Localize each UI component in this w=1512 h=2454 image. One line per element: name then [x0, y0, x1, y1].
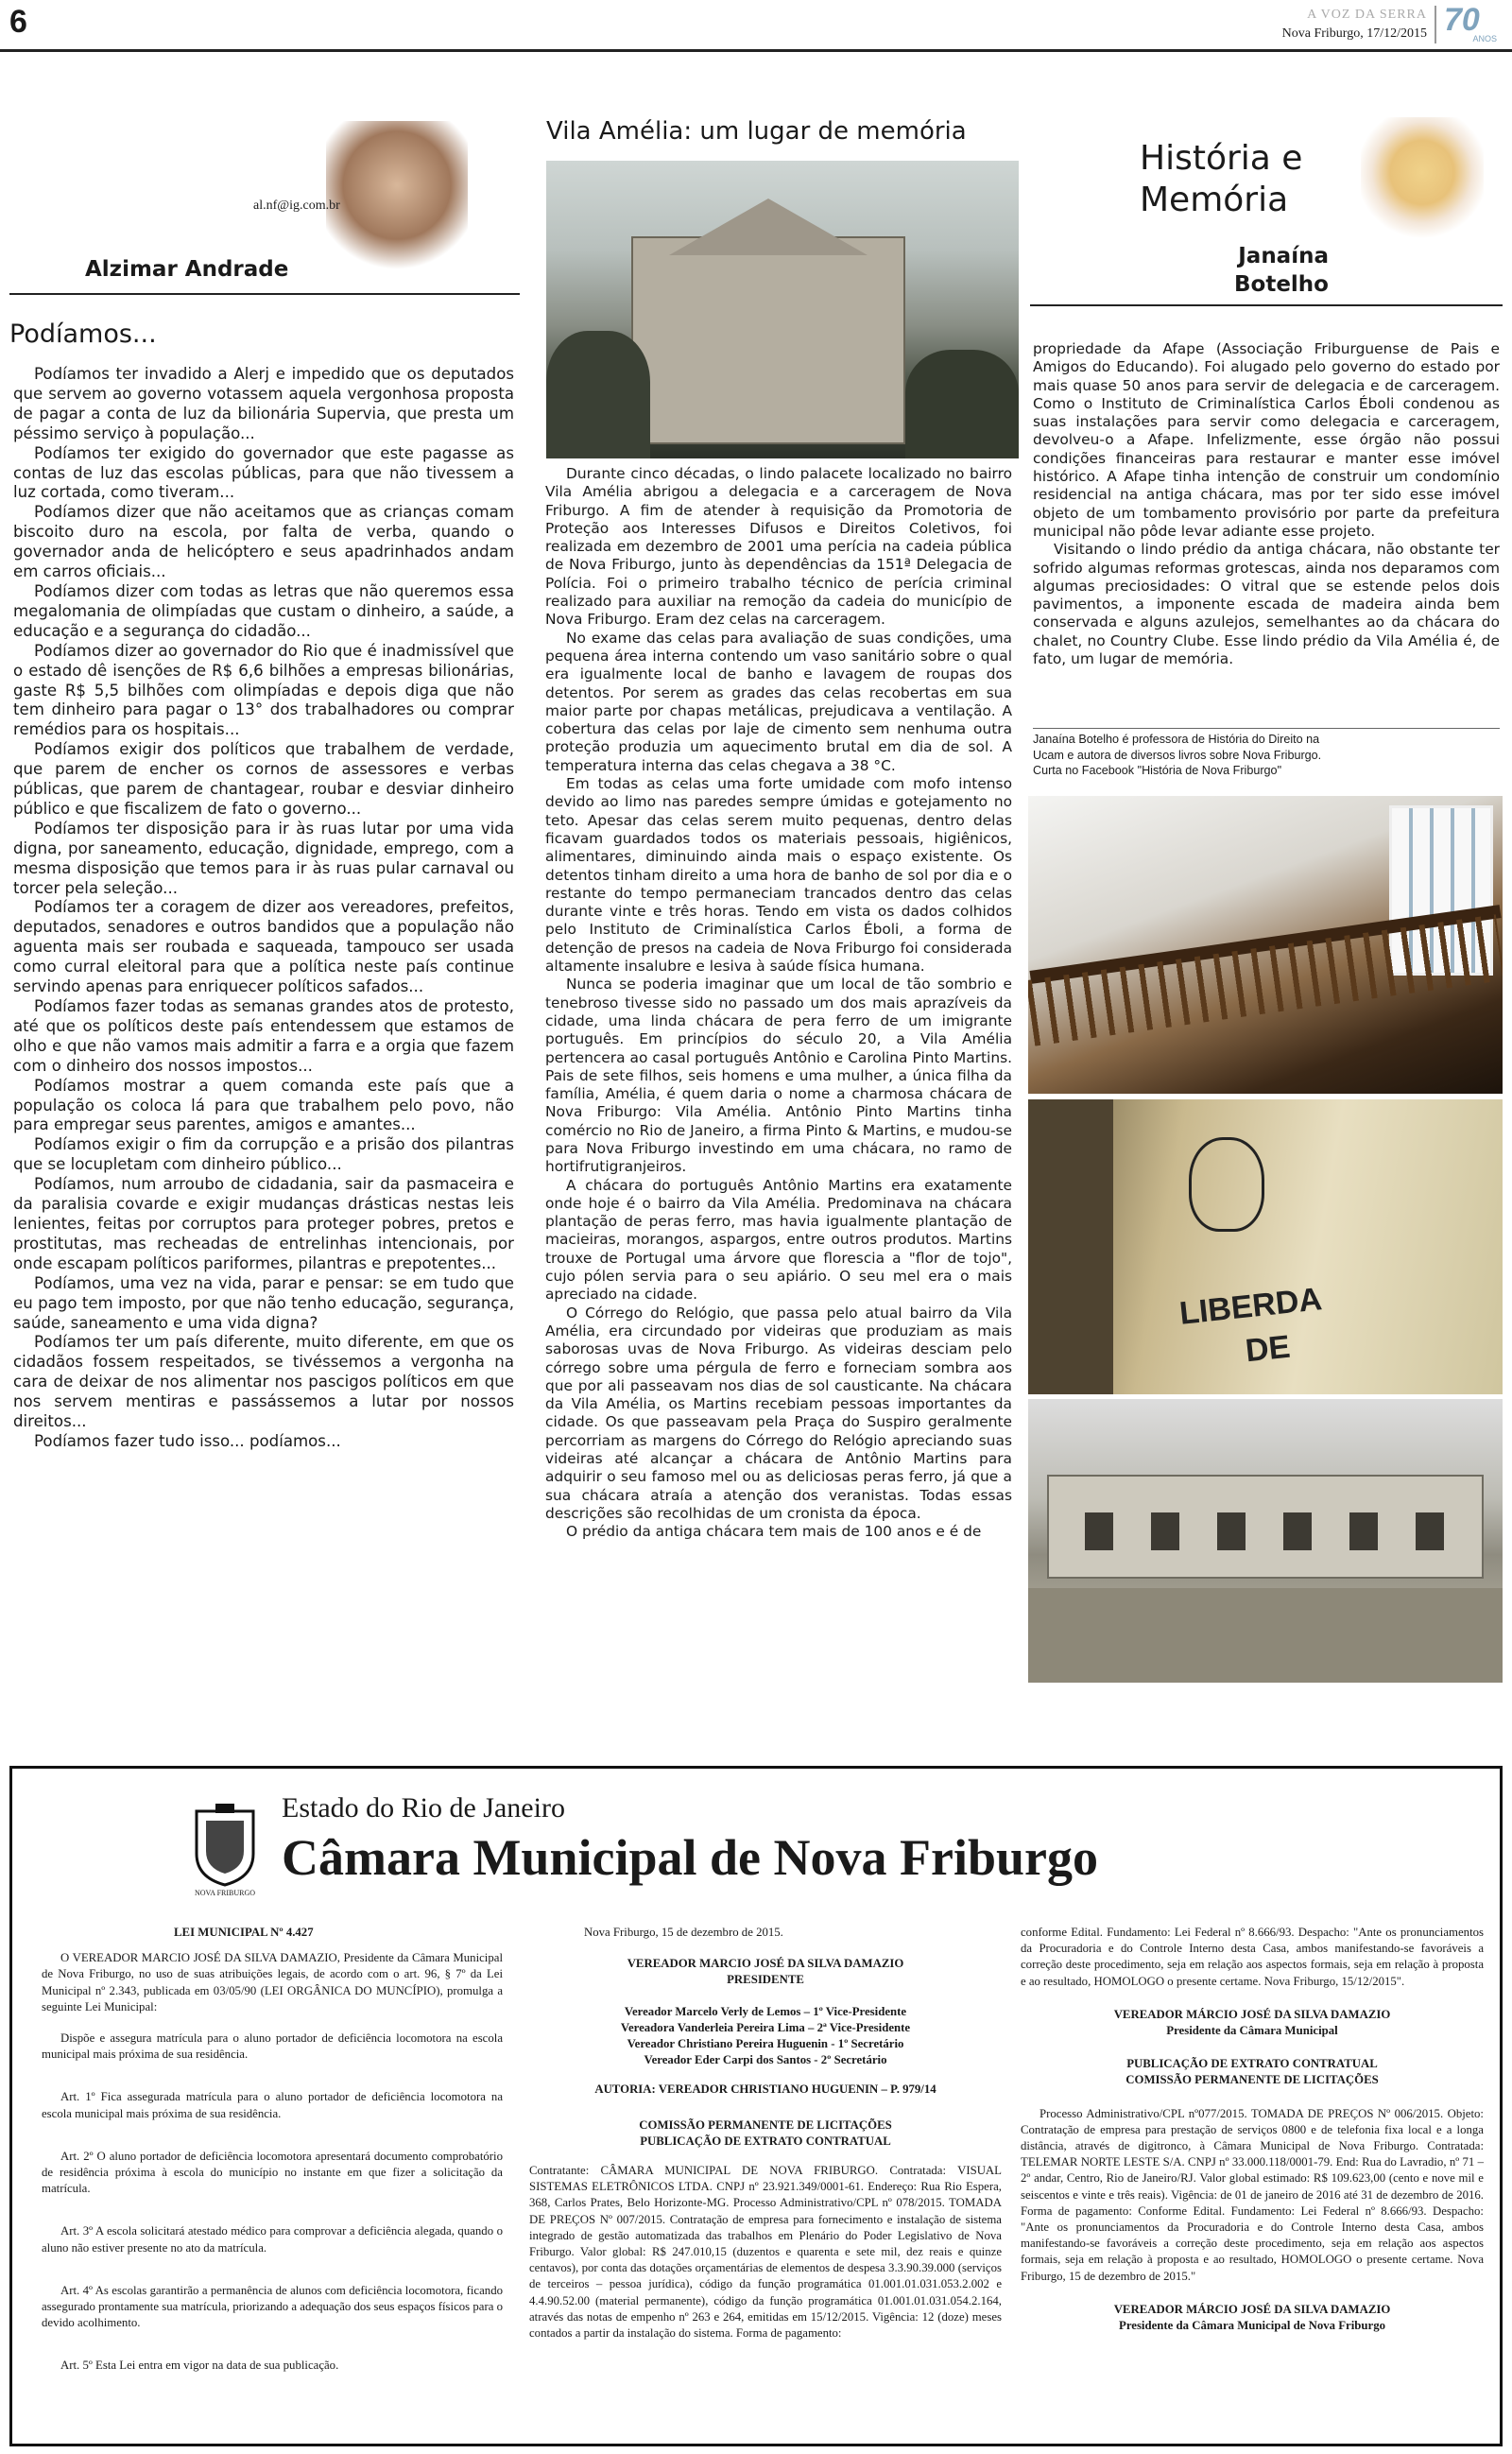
law-signer: VEREADOR MARCIO JOSÉ DA SILVA DAMAZIO — [627, 1957, 904, 1971]
section-title-line1: História e — [1140, 139, 1303, 178]
anniversary-logo — [1435, 2, 1499, 43]
legal-state: Estado do Rio de Janeiro — [282, 1792, 565, 1823]
middle-article-body — [545, 465, 1012, 1685]
paragraph: O Córrego do Relógio, que passa pelo atual bairro da Vila Amélia, era circundado por videiras que produziam as mais saborosas uvas de Nova Friburgo. As videiras desciam pelo córrego sobre uma pérgula de ferro e forneciam sombra aos que por ali passeavam nos dias de sol causticante. Na chácara da Vila Amélia, os Martins recebiam pessoas importantes da cidade. Os que passeavam pela Praça do Suspiro geralmente percorriam as margens do Córrego do Relógio apreciando suas videiras até alcançar a chácara de Antônio Martins para adquirir o seu famoso mel ou as deliciosas peras ferro, já que a sua chácara atraía a atenção dos veranistas. Todas essas descrições são recolhidas de um cronista da época. — [545, 1304, 1012, 1522]
paragraph: Nunca se poderia imaginar que um local de tão sombrio e tenebroso tivesse sido no passado um dos mais aprazíveis da cidade, uma linda chácara de pera ferro de um imigrante português. Em princípios do século 20, a Vila Amélia pertencera ao casal português Antônio e Carolina Pinto Martins. Pais de sete filhos, seis homens e uma mulher, a única filha da família, Amélia, é quem daria o nome a charmosa chácara de Nova Friburgo: Vila Amélia. Antônio Pinto Martins tinha comércio no Rio de Janeiro, a firma Pinto & Martins, e mudou-se para Nova Friburgo investindo em uma chácara, no ramo de hortifrutigranjeiros. — [545, 976, 1012, 1176]
page-number: 6 — [9, 4, 27, 40]
contract-continued: conforme Edital. Fundamento: Lei Federal nº 8.666/93. Despacho: "Ante os pronunciamentos da Procuradoria e do Controle Interno desta Casa, ambos manifestando-se favoráveis a correção deste procedimento, seja em relação aos aspectos formais, seja em relação à proposta e ao resultado, HOMOLOGO o presente certame. Nova Friburgo, 15/12/2015". — [1021, 1926, 1484, 1988]
author-first-name: Janaína — [1238, 244, 1329, 268]
process-text: Processo Administrativo/CPL nº077/2015. TOMADA DE PREÇOS Nº 006/2015. Objeto: Contratação de empresa para prestação de serviços 0800 e de telefonia fixa local e a longa distância, através de digitronco, à Câmara Municipal de Nova Friburgo. Contratada: TELEMAR NORTE LESTE S/A. CNPJ nº 33.000.118/0001-79. End: Rua do Lavradio, nº 71 – 2º andar, Centro, Rio de Janeiro/RJ. Valor global estimado: R$ 109.623,00 (cento e nove mil e seiscentos e vinte e três reais). Vigência: de 01 de janeiro de 2016 até 31 de dezembro de 2016. Forma de pagamento: Conforme Edital. Fundamento: Lei Federal nº 8.666/93. Despacho: "Ante os pronunciamentos da Procuradoria e do Controle Interno desta Casa, ambos manifestando-se favoráveis a correção deste procedimento, seja em relação aos aspectos formais, seja em relação à proposta e ao resultado, HOMOLOGO o presente certame. Nova Friburgo, 15 de dezembro de 2015." — [1021, 2106, 1484, 2283]
law-signer-role: PRESIDENTE — [727, 1973, 804, 1987]
paragraph: Podíamos ter exigido do governador que este pagasse as contas de luz das escolas públicas, para que não tivessem a luz cortada, como tiveram... — [13, 443, 514, 502]
board-member: Vereadora Vanderleia Pereira Lima – 2ª Vice-Presidente — [620, 2020, 911, 2034]
photo-staircase — [1028, 796, 1503, 1094]
paragraph: Podíamos fazer tudo isso... podíamos... — [34, 1431, 341, 1450]
author-email-h: al.nf@ig.com.br — [253, 199, 340, 213]
law-date: Nova Friburgo, 15 de dezembro de 2015. — [584, 1926, 783, 1939]
paragraph: Podíamos exigir o fim da corrupção e a prisão dos pilantras que se locupletam com dinheiro público... — [13, 1135, 514, 1174]
paragraph: Podíamos exigir dos políticos que trabalhem de verdade, que parem de encher os cornos de assessores e verbas públicas, que parem de chantagear, roubar e desviar dinheiro público e que fiscalizem de fato o governo... — [13, 740, 514, 818]
paragraph: Podíamos mostrar a quem comanda este país que a população os coloca lá para que trabalhem pelo povo, não para empregar seus parentes, amigos e amantes... — [13, 1076, 514, 1134]
logo-sub: ANOS — [1472, 34, 1497, 43]
publication-subtitle: COMISSÃO PERMANENTE DE LICITAÇÕES — [1125, 2073, 1379, 2087]
paragraph: Podíamos ter invadido a Alerj e impedido que os deputados que servem ao governo votassem aquela vergonhosa proposta de pagar a conta de luz da bilionária Supervia, que presta um péssimo serviço à população... — [13, 365, 514, 442]
bio-line: Janaína Botelho é professora de História do Direito na — [1033, 733, 1320, 746]
paragraph: Podíamos ter a coragem de dizer aos vereadores, prefeitos, deputados, senadores e outros bandidos que a população não aguenta mais ser roubada e saqueada, tampouco ser usada como curral eleitoral para que a política neste país continue servindo apenas para enriquecer políticos safados... — [13, 898, 514, 996]
header-date: Nova Friburgo, 17/12/2015 — [1281, 26, 1427, 41]
signature-role: Presidente da Câmara Municipal de Nova Friburgo — [1119, 2319, 1385, 2333]
paragraph: No exame das celas para avaliação de suas condições, uma pequena área interna contendo um vaso sanitário sobre o qual era igualmente local de banho e lavagem de roupas dos detentos. Por serem as grades das celas recobertas em sua maior parte por chapas metálicas, prejudicava a ventilação. A cobertura das celas por laje de cimento sem nenhuma outra proteção produzia um aquecimento brutal em dia de sol. A temperatura interna das celas chegava a 38 °C. — [545, 629, 1012, 774]
graffiti-text-2: DE — [1244, 1328, 1293, 1370]
law-intro: O VEREADOR MARCIO JOSÉ DA SILVA DAMAZIO, Presidente da Câmara Municipal de Nova Friburgo, no uso de suas atribuições legais, de acordo com o art. 96, § 7º da Lei Municipal nº 2.343, publicada em 03/05/90 (LEI ORGÂNICA DO MUNCÍPIO), promulga a seguinte Lei Municipal: — [42, 1951, 503, 2013]
author-name: Alzimar Andrade — [85, 257, 289, 282]
paragraph: Em todas as celas uma forte umidade com mofo intenso devido ao limo nas paredes sempre úmidas e gotejamento no teto. Apesar das celas serem muito pequenas, dentro delas ficavam guardados todos os materiais pessoais, higiênicos, alimentares, diminuindo ainda mais o espaço existente. Os detentos tinham direito a uma hora de banho de sol por dia e o restante do tempo permaneciam trancados dentro das celas durante vinte e três horas. Tendo em vista os dados colhidos pelo Instituto de Criminalística Carlos Éboli, a forma de detenção de presos na cadeia de Nova Friburgo foi considerada altamente insalubre e lesiva à saúde física humana. — [545, 775, 1012, 976]
paragraph: Podíamos, num arroubo de cidadania, sair da pasmaceira e da paralisia covarde e exigir mudanças drásticas nestas leis lenientes, feitas por corruptos para proteger pobres, pretos e prostitutas, mas recheadas de entrelinhas intencionais, por onde escapam políticos pariformes, pilantras e prepotentes... — [13, 1175, 514, 1272]
law-article: Art. 1º Fica assegurada matrícula para o aluno portador de deficiência locomotora na escola municipal mais próxima de sua residência. — [42, 2090, 503, 2120]
photo-graffiti-wall — [1028, 1099, 1503, 1394]
article-title: Podíamos... — [9, 320, 157, 349]
law-article: Art. 4º As escolas garantirão a permanência de alunos com deficiência locomotora, ficando assegurado prontamente sua matrícula, priorizando a adequação dos seus espaços físicos para o devido acolhimento. — [42, 2283, 503, 2330]
board-member: Vereador Eder Carpi dos Santos - 2º Secretário — [644, 2053, 887, 2067]
section-title-line2: Memória — [1140, 181, 1289, 219]
right-article-body — [1033, 340, 1500, 718]
author-photo-janaina — [1361, 117, 1484, 240]
law-article: Art. 2º O aluno portador de deficiência locomotora apresentará documento comprobatório de residência próxima à escola do município no instante em que fizer a solicitação da matrícula. — [42, 2149, 503, 2196]
graffiti-text-1: LIBERDA — [1177, 1281, 1324, 1332]
legal-col3 — [1021, 1925, 1484, 2334]
section-rule — [1030, 304, 1503, 306]
commission-title: COMISSÃO PERMANENTE DE LICITAÇÕES — [639, 2117, 892, 2132]
author-last-name: Botelho — [1234, 272, 1329, 297]
contract-text: Contratante: CÂMARA MUNICIPAL DE NOVA FRIBURGO. Contratada: VISUAL SISTEMAS ELETRÔNICOS LTDA. CNPJ nº 23.921.349/0001-61. Endereço: Rua Rio Espera, 368, Carlos Prates, Belo Horizonte-MG. Processo Administrativo/CPL nº 078/2015. TOMADA DE PREÇOS Nº 007/2015. Contratação de empresa para fornecimento e instalação de sistema integrado de gestão automatizada das trabalhos em Plenário do Poder Legislativo de Nova Friburgo. Valor global: R$ 247.010,15 (duzentos e quarenta e sete mil, dez reais e quinze centavos), por conta das dotações orçamentárias de elementos de despesa 3.3.90.39.000 (serviços de terceiros – pessoa jurídica), código da função programática 01.001.01.031.053.2.002 e 4.4.90.52.00 (material permanente), código da função programática 01.001.01.031.054.2.164, através das notas de empenho nº 263 e 264, emitidas em 15/12/2015. Vigência: 12 (doze) meses contados a partir da instalação do sistema. Forma de pagamento: — [529, 2164, 1002, 2341]
crest-label: NOVA FRIBURGO — [194, 1889, 256, 1897]
photo-vila-amelia-house — [546, 161, 1019, 458]
legal-col1 — [42, 1925, 503, 2375]
signature-name: VEREADOR MÁRCIO JOSÉ DA SILVA DAMAZIO — [1113, 2302, 1391, 2316]
bio-rule — [1033, 728, 1500, 729]
article-kicker: Vila Amélia: um lugar de memória — [546, 117, 967, 146]
paragraph: Podíamos ter um país diferente, muito diferente, em que os cidadãos fossem respeitados, se tivéssemos a vergonha na cara de deixar de nos alimentar nos pascigos políticos em que nos servem mentiras e passássemos a lutar por nossos direitos... — [13, 1333, 514, 1431]
commission-subtitle: PUBLICAÇÃO DE EXTRATO CONTRATUAL — [640, 2134, 891, 2148]
legal-col2 — [529, 1925, 1002, 2342]
signature-name: VEREADOR MÁRCIO JOSÉ DA SILVA DAMAZIO — [1113, 2007, 1391, 2021]
left-article-body — [13, 365, 514, 1688]
paper-name: A VOZ DA SERRA — [1307, 8, 1427, 22]
bio-line: Ucam e autora de diversos livros sobre Nova Friburgo. — [1033, 748, 1322, 762]
author-bio — [1033, 732, 1500, 779]
law-title: LEI MUNICIPAL Nº 4.427 — [174, 1926, 314, 1939]
paragraph: Podíamos ter disposição para ir às ruas lutar por uma vida digna, por saneamento, educação, dignidade, emprego, com a mesma disposição que temos para ir às ruas pular carnaval ou torcer pela seleção... — [13, 819, 514, 897]
law-article: Art. 3º A escola solicitará atestado médico para comprovar a deficiência alegada, quando o aluno não estiver presente no ato da matrícula. — [42, 2224, 503, 2255]
logo-number: 70 — [1444, 2, 1480, 38]
paragraph: Podíamos fazer todas as semanas grandes atos de protesto, até que os políticos deste país entendessem que estamos de olho e que não vamos mais admitir a farra e a orgia que fazem com o dinheiro dos nossos impostos... — [13, 997, 514, 1075]
paragraph: Durante cinco décadas, o lindo palacete localizado no bairro Vila Amélia abrigou a delegacia e a carceragem de Nova Friburgo. A fim de atender à requisição da Promotoria de Proteção aos Interesses Difusos e Direitos Coletivos, foi realizada em dezembro de 2001 uma perícia na cadeia pública de Nova Friburgo, junto às dependências da 151ª Delegacia de Polícia. Foi o primeiro trabalho técnico de perícia criminal realizado para auxiliar na remoção da cadeia do município de Nova Friburgo. Eram dez celas na carceragem. — [545, 465, 1012, 629]
signature-role: Presidente da Câmara Municipal — [1166, 2024, 1338, 2038]
author-photo-alzimar — [326, 121, 468, 282]
paragraph: O prédio da antiga chácara tem mais de 100 anos e é de — [566, 1523, 982, 1541]
board-member: Vereador Marcelo Verly de Lemos – 1º Vice-Presidente — [624, 2004, 907, 2018]
legal-chamber: Câmara Municipal de Nova Friburgo — [282, 1829, 1098, 1886]
paragraph: Podíamos, uma vez na vida, parar e pensar: se em tudo que eu pago tem imposto, por que não tenho educação, segurança, saúde, saneamento e uma vida digna? — [13, 1273, 514, 1332]
paragraph: Visitando o lindo prédio da antiga chácara, não obstante ter sofrido algumas reformas grotescas, ainda nos deparamos com algumas preciosidades: O vitral que se estende pelos dois pavimentos, a imponente escada de madeira ainda bem conservada e alguns azulejos, semelhantes ao da chácara do chalet, no Country Clube. Esse lindo prédio da Vila Amélia é, de fato, um lugar de memória. — [1033, 541, 1500, 668]
paragraph: propriedade da Afape (Associação Friburguense de Pais e Amigos do Educando). Foi alugado pelo governo do estado por mais quase 50 anos para servir de delegacia e de carceragem. Como o Instituto de Criminalística Carlos Éboli condenou as suas instalações para servir como delegacia e carceragem, devolveu-o a Afape. Infelizmente, esse órgão não possui condições financeiras para restaurar e manter esse imóvel histórico. A Afape tinha intenção de construir um condomínio residencial na antiga chácara, mas por ter sido esse imóvel objeto de um tombamento provisório por parte da prefeitura municipal não pôde levar adiante esse projeto. — [1033, 340, 1500, 540]
paragraph: A chácara do português Antônio Martins era exatamente onde hoje é o bairro da Vila Amélia. Predominava na chácara plantação de peras ferro, mas havia igualmente plantação de macieiras, morangos, aspargos, entre outros produtos. Martins trouxe de Portugal uma árvore que florescia a "flor de tojo", cujo pólen servia para o seu apiário. O seu mel era o mais apreciado na cidade. — [545, 1176, 1012, 1304]
paragraph: Podíamos dizer que não aceitamos que as crianças comam biscoito duro na escola, por falta de verba, quando o governador anda de helicóptero e seus apadrinhados andam em carros oficiais... — [13, 503, 514, 581]
photo-ruined-building — [1028, 1399, 1503, 1683]
paragraph: Podíamos dizer ao governador do Rio que é inadmissível que o estado dê isenções de R$ 6,6 bilhões a empresas bilionárias, gaste R$ 5,5 bilhões com olimpíadas e depois diga que não tem dinheiro para pagar o 13° dos trabalhadores ou comprar remédios para os hospitais... — [13, 641, 514, 739]
bio-line: Curta no Facebook "História de Nova Friburgo" — [1033, 764, 1282, 777]
header-rule — [0, 49, 1512, 52]
paragraph: Podíamos dizer com todas as letras que não queremos essa megalomania de olimpíadas que custam o dinheiro, a saúde, a educação e a segurança do cidadão... — [13, 581, 514, 640]
author-rule — [9, 293, 520, 295]
publication-title: PUBLICAÇÃO DE EXTRATO CONTRATUAL — [1126, 2057, 1378, 2071]
law-article: Art. 5º Esta Lei entra em vigor na data de sua publicação. — [60, 2359, 339, 2373]
municipal-crest — [187, 1802, 263, 1889]
board-member: Vereador Christiano Pereira Huguenin - 1º Secretário — [627, 2037, 904, 2051]
law-ementa: Dispõe e assegura matrícula para o aluno portador de deficiência locomotora na escola municipal mais próxima de sua residência. — [42, 2031, 503, 2062]
law-authorship: AUTORIA: VEREADOR CHRISTIANO HUGUENIN – P. 979/14 — [594, 2082, 936, 2097]
crest-icon — [187, 1802, 263, 1889]
